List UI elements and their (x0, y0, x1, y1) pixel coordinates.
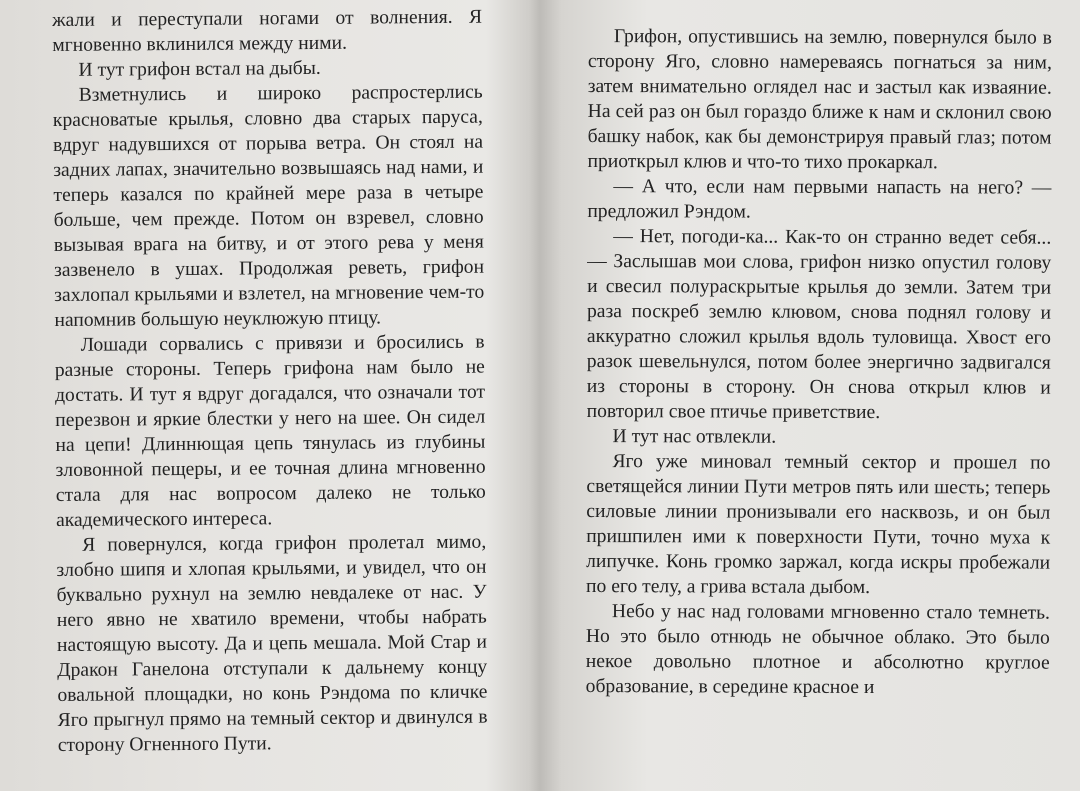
right-paragraph-1: Грифон, опустившись на землю, повернулся было в сторону Яго, словно намереваясь погнаться за ним, затем внимательно оглядел нас и застыл как изваяние. На сей раз он был гораздо ближе к нам и склонил свою башку набок, как бы демонстрируя правый глаз; потом приоткрыл клюв и что-то тихо прокаркал. (587, 26, 1052, 174)
right-paragraph-4: И тут нас отвлекли. (612, 426, 777, 448)
right-paragraph-5: Яго уже миновал темный сектор и прошел по светящейся линии Пути метров пять или шесть; теперь силовые линии пронизывали его насквозь, и он был пришпилен ими к поверхности Пути, точно муха к липучке. Конь громко заржал, когда искры пробежали по его телу, а грива встала дыбом. (585, 451, 1051, 598)
left-paragraph-5: Я повернулся, когда грифон пролетал мимо, злобно шипя и хлопая крыльями, и увидел, что он буквально рухнул на землю невдалеке от нас. У него явно не хватило времени, чтобы набрать настоящую высоту. Да и цепь мешала. Мой Стар и Дракон Ганелона отступали к дальнему концу овальной площадки, но конь Рэндома по кличке Яго прыгнул прямо на темный сектор и двинулся в сторону Огненного Пути. (56, 531, 488, 756)
left-paragraph-1: жали и переступали ногами от волнения. Я мгновенно вклинился между ними. (52, 6, 483, 56)
right-page-text (586, 24, 1052, 701)
left-paragraph-3: Взметнулись и широко распростерлись красноватые крылья, словно два старых паруса, вдруг надувшихся от порыва ветра. Он стоял на задних лапах, значительно возвышаясь над нами, и теперь казался по крайней мере раза в четыре больше, чем прежде. Потом он взревел, словно вызывая врага на битву, и от этого рева у меня зазвенело в ушах. Продолжая реветь, грифон захлопал крыльями и взлетел, на мгновение чем-то напомнив большую неуклюжую птицу. (52, 81, 485, 331)
right-paragraph-6: Небо у нас над головами мгновенно стало темнеть. Но это было отнюдь не обычное облако. Это было некое довольно плотное и абсолютно круглое образование, в середине красное и (585, 601, 1050, 699)
left-paragraph-2: И тут грифон встал на дыбы. (78, 57, 321, 81)
left-paragraph-4: Лошади сорвались с привязи и бросились в разные стороны. Теперь грифона нам было не достать. И тут я вдруг догадался, что означали тот перезвон и яркие блестки у него на шее. Он сидел на цепи! Длиннющая цепь тянулась из глубины зловонной пещеры, и ее точная длина мгновенно стала для нас вопросом далеко не только академического интереса. (54, 331, 486, 531)
right-paragraph-2: — А что, если нам первыми напасть на него? — предложил Рэндом. (587, 176, 1052, 223)
right-page (540, 0, 1080, 791)
right-paragraph-3: — Нет, погоди-ка... Как-то он странно ведет себя... — Заслышав мои слова, грифон низко опустил голову и свесил полураскрытые крылья до земли. Затем три раза поскреб землю клювом, снова поднял голову и аккуратно сложил крылья вдоль туловища. Хвост его разок шевельнулся, потом более энергично задвигался из стороны в сторону. Он снова открыл клюв и повторил свое птичье приветствие. (586, 226, 1052, 424)
left-page-text (52, 5, 488, 758)
